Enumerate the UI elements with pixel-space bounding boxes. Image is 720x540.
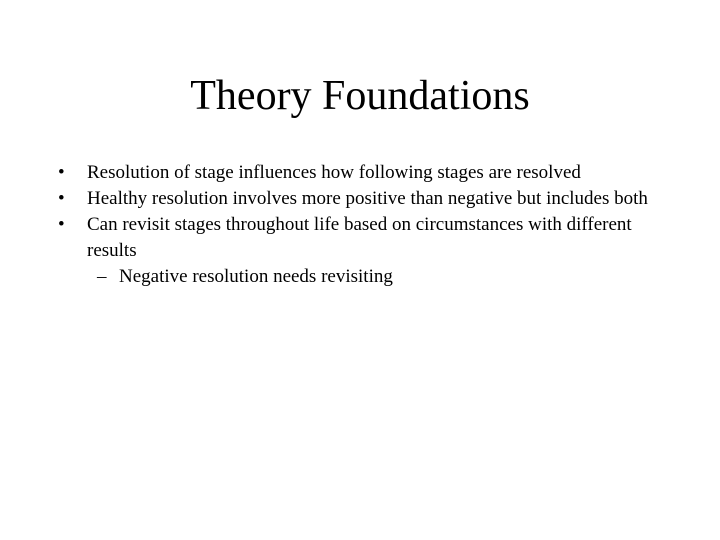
bullet-text: Resolution of stage influences how following stages are resolved	[87, 162, 581, 183]
bullet-item	[58, 212, 658, 264]
bullet-icon: •	[58, 162, 65, 183]
dash-icon: –	[97, 266, 107, 287]
sub-bullet-text: Negative resolution needs revisiting	[119, 266, 393, 287]
bullet-text: Healthy resolution involves more positive than negative but includes both	[87, 188, 648, 209]
sub-bullet-item	[58, 264, 658, 290]
slide-title: Theory Foundations	[190, 73, 530, 119]
bullet-icon: •	[58, 214, 65, 235]
bullet-text: Can revisit stages throughout life based on circumstances with different results	[87, 214, 632, 261]
bullet-item	[58, 186, 658, 212]
bullet-list	[58, 160, 658, 290]
bullet-icon: •	[58, 188, 65, 209]
bullet-item	[58, 160, 658, 186]
